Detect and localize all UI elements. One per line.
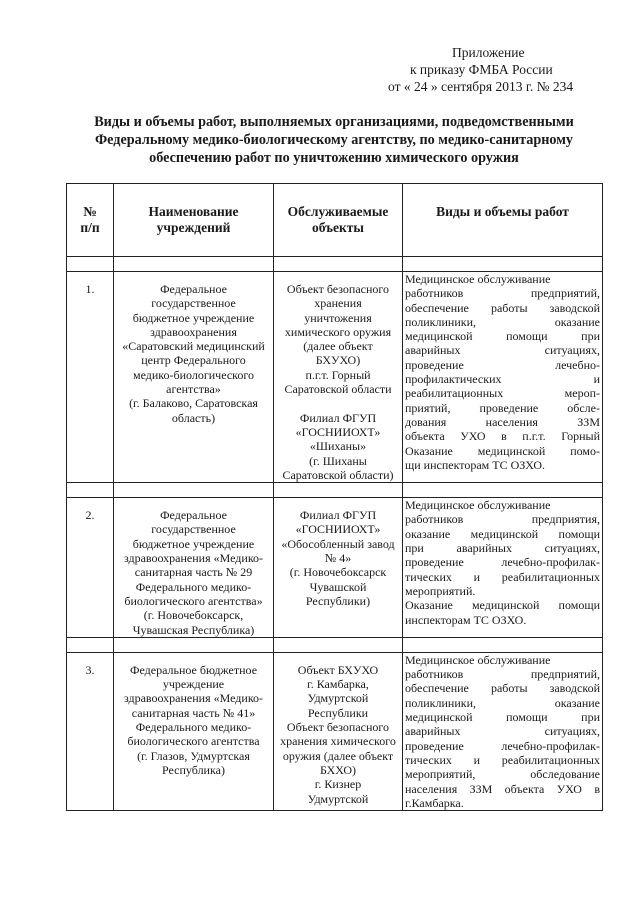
institution-line: Федерального медико- bbox=[135, 720, 252, 735]
object-line: «Шиханы» bbox=[309, 439, 367, 454]
object-line bbox=[276, 396, 400, 410]
object-line: Саратовской области bbox=[284, 382, 392, 397]
works-line: при аварийных ситуациях, bbox=[405, 541, 600, 556]
institution-line: «Саратовский медицинский bbox=[122, 339, 265, 354]
institution-line: бюджетное учреждение bbox=[132, 536, 255, 551]
works-line: населения ЗЗМ объекта УХО в bbox=[405, 781, 600, 796]
institution-line: (г. Балаково, Саратовская bbox=[129, 396, 258, 411]
institution-line: Чувашская Республика) bbox=[132, 622, 255, 637]
object-line: «ГОСНИИОХТ» bbox=[295, 424, 381, 439]
appendix-line-2: к приказу ФМБА России bbox=[410, 62, 553, 77]
object-line: г. Кизнер bbox=[314, 777, 362, 792]
works-line: Медицинское обслуживание bbox=[405, 652, 551, 667]
institution-line: Федеральное бюджетное bbox=[129, 662, 258, 677]
works-line: работников предприятия, bbox=[405, 512, 600, 527]
object-line: «Обособленный завод bbox=[281, 536, 395, 551]
works-line: проведение лечебно-профилак- bbox=[405, 555, 600, 570]
institution-line: здравоохранения «Медико- bbox=[123, 691, 264, 706]
table-spacer-row bbox=[67, 637, 603, 652]
works-line: обеспечение работы заводской bbox=[405, 300, 600, 315]
row-number: 2. bbox=[67, 498, 114, 638]
object-line: (г. Шиханы bbox=[309, 453, 367, 468]
object-line: Объект безопасного bbox=[286, 720, 390, 735]
header-num: № п/п bbox=[67, 184, 114, 257]
works-line: проведение лечебно-профилак- bbox=[405, 738, 600, 753]
table-row bbox=[67, 272, 603, 483]
institution-line: биологического агентства» bbox=[124, 593, 263, 608]
institution-line: область) bbox=[171, 410, 216, 425]
institution-line: санитарная часть № 41» bbox=[131, 705, 256, 720]
works-line: аварийных ситуациях, bbox=[405, 343, 600, 358]
works-line: тических и реабилитационных bbox=[405, 752, 600, 767]
table-spacer-row bbox=[67, 257, 603, 272]
object-line: химического оружия bbox=[284, 324, 392, 339]
works-line: мероприятий. bbox=[405, 583, 476, 598]
object-line: Чувашской bbox=[309, 579, 367, 594]
table-header-row bbox=[67, 184, 603, 257]
object-line: Республики) bbox=[305, 593, 371, 608]
works-line: дования населения ЗЗМ bbox=[405, 414, 600, 429]
row-number: 1. bbox=[67, 272, 114, 483]
institution-line: Федеральное bbox=[160, 508, 227, 523]
works-line: тических и реабилитационных bbox=[405, 569, 600, 584]
works-line: обеспечение работы заводской bbox=[405, 681, 600, 696]
institution-line: здравоохранения bbox=[150, 324, 237, 339]
document-title bbox=[70, 113, 598, 167]
institution-line: санитарная часть № 29 bbox=[134, 565, 253, 580]
object-line: Объект безопасного bbox=[286, 282, 390, 296]
institution-line: центр Федерального bbox=[141, 353, 246, 368]
works-line: Оказание медицинской помо- bbox=[405, 443, 600, 458]
works-cell bbox=[403, 498, 603, 638]
table-spacer-row bbox=[67, 483, 603, 498]
appendix-line-3: от « 24 » сентября 2013 г. № 234 bbox=[388, 79, 574, 94]
object-line: (г. Новочебоксарск bbox=[289, 565, 387, 580]
title-line-2: Федеральному медико-биологическому агентству, по медико-санитарному bbox=[94, 132, 573, 148]
institution-line: государственное bbox=[151, 522, 236, 537]
object-line: Удмуртской bbox=[307, 691, 369, 706]
object-line: хранения bbox=[314, 296, 362, 311]
object-line: БХУХО) bbox=[315, 353, 361, 368]
works-line: поликлиники, оказание bbox=[405, 695, 600, 710]
title-line-3: обеспечению работ по уничтожению химического оружия bbox=[149, 150, 519, 166]
object-line: хранения химического bbox=[280, 734, 396, 749]
object-line: № 4» bbox=[324, 551, 352, 566]
header-works: Виды и объемы работ bbox=[403, 184, 603, 257]
institution-line: государственное bbox=[151, 296, 236, 311]
object-line: Филиал ФГУП bbox=[299, 508, 377, 523]
works-line: Медицинское обслуживание bbox=[405, 272, 551, 286]
institution-line: биологического агентства bbox=[127, 734, 260, 749]
objects-cell bbox=[274, 272, 403, 483]
header-objects: Обслуживаемые объекты bbox=[274, 184, 403, 257]
object-line: Объект БХУХО bbox=[297, 662, 379, 677]
institution-line: Федеральное bbox=[160, 282, 227, 296]
works-line: медицинской помощи при bbox=[405, 710, 600, 725]
appendix-block bbox=[380, 44, 610, 95]
object-line: Республики bbox=[307, 705, 369, 720]
institution-line: бюджетное учреждение bbox=[132, 310, 255, 325]
institution-cell bbox=[114, 272, 274, 483]
works-line: мероприятий, обследование bbox=[405, 767, 600, 782]
institution-cell bbox=[114, 652, 274, 810]
works-line: объекта УХО в п.г.т. Горный bbox=[405, 429, 600, 444]
object-line: г. Камбарка, bbox=[307, 677, 369, 692]
institution-line: (г. Новочебоксарск, bbox=[143, 608, 244, 623]
object-line: БХХО) bbox=[320, 762, 356, 777]
object-line: «ГОСНИИОХТ» bbox=[295, 522, 381, 537]
objects-cell bbox=[274, 652, 403, 810]
works-line: работников предприятий, bbox=[405, 286, 600, 301]
table-body bbox=[67, 272, 603, 811]
header-institution: Наименование учреждений bbox=[114, 184, 274, 257]
objects-cell bbox=[274, 498, 403, 638]
works-line: проведение лечебно- bbox=[405, 357, 600, 372]
works-line: профилактических и bbox=[405, 372, 600, 387]
works-cell bbox=[403, 272, 603, 483]
table-row bbox=[67, 652, 603, 810]
appendix-line-1: Приложение bbox=[452, 45, 525, 60]
title-line-1: Виды и объемы работ, выполняемых организациями, подведомственными bbox=[94, 114, 574, 130]
object-line: (далее объект bbox=[303, 339, 373, 354]
institution-line: здравоохранения «Медико- bbox=[123, 551, 264, 566]
works-line: поликлиники, оказание bbox=[405, 314, 600, 329]
object-line: оружия (далее объект bbox=[282, 748, 394, 763]
object-line: Филиал ФГУП bbox=[299, 410, 377, 425]
object-line: п.г.т. Горный bbox=[305, 367, 371, 382]
institution-cell bbox=[114, 498, 274, 638]
institution-line: Федерального медико- bbox=[135, 579, 252, 594]
institution-line: (г. Глазов, Удмуртская bbox=[137, 748, 250, 763]
works-line: г.Камбарка. bbox=[405, 795, 464, 810]
institution-line: агентства» bbox=[166, 382, 221, 397]
works-table bbox=[66, 183, 603, 811]
institution-line: медико-биологического bbox=[132, 367, 255, 382]
object-line: уничтожения bbox=[304, 310, 372, 325]
works-line: аварийных ситуациях, bbox=[405, 724, 600, 739]
works-line: Оказание медицинской помощи bbox=[405, 598, 600, 613]
row-number: 3. bbox=[67, 652, 114, 810]
works-line: инспекторам ТС ОЗХО. bbox=[405, 612, 527, 627]
works-line: медицинской помощи при bbox=[405, 329, 600, 344]
institution-line: Республика) bbox=[162, 762, 225, 777]
works-line: Медицинское обслуживание bbox=[405, 498, 551, 513]
object-line: Удмуртской bbox=[307, 791, 369, 806]
works-line: щи инспекторам ТС ОЗХО. bbox=[405, 457, 545, 472]
institution-line: учреждение bbox=[162, 677, 225, 692]
works-line: работников предприятий, bbox=[405, 667, 600, 682]
works-line: приятий, проведение обсле- bbox=[405, 400, 600, 415]
works-line: реабилитационных мероп- bbox=[405, 386, 600, 401]
table-row bbox=[67, 498, 603, 638]
works-line: оказание медицинской помощи bbox=[405, 526, 600, 541]
object-line: Саратовской области) bbox=[282, 467, 394, 482]
works-cell bbox=[403, 652, 603, 810]
